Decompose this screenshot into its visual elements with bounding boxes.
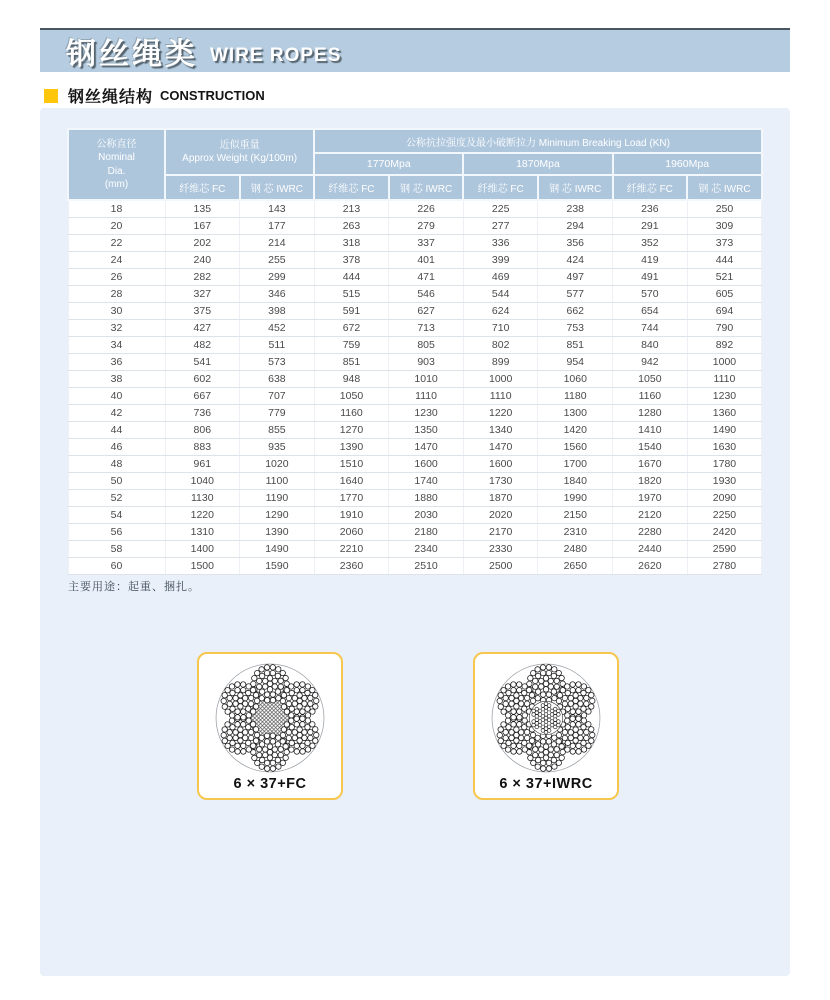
table-row [68, 235, 762, 252]
table-cell: 1040 [165, 473, 240, 490]
table-cell: 2360 [314, 558, 389, 575]
table-cell: 544 [463, 286, 538, 303]
core-header-fc: 纤维芯 FC [314, 175, 389, 200]
table-cell: 1110 [463, 388, 538, 405]
table-cell: 1640 [314, 473, 389, 490]
table-row [68, 473, 762, 490]
table-cell: 2480 [538, 541, 613, 558]
header-line: Dia. [107, 165, 126, 177]
table-cell: 2060 [314, 524, 389, 541]
header-line: 近似重量 [219, 139, 260, 151]
table-cell: 399 [463, 252, 538, 269]
table-cell: 1410 [613, 422, 688, 439]
table-cell: 427 [165, 320, 240, 337]
table-row [68, 218, 762, 235]
table-cell: 250 [687, 200, 762, 218]
table-cell: 1700 [538, 456, 613, 473]
table-cell: 790 [687, 320, 762, 337]
table-cell: 802 [463, 337, 538, 354]
table-cell: 2210 [314, 541, 389, 558]
table-cell: 1600 [389, 456, 464, 473]
table-cell: 1540 [613, 439, 688, 456]
page-title-banner [40, 28, 790, 72]
cell-nominal-dia: 24 [68, 252, 165, 269]
table-cell: 346 [240, 286, 315, 303]
cell-nominal-dia: 46 [68, 439, 165, 456]
table-cell: 1490 [240, 541, 315, 558]
table-cell: 654 [613, 303, 688, 320]
table-cell: 327 [165, 286, 240, 303]
table-cell: 1930 [687, 473, 762, 490]
table-cell: 521 [687, 269, 762, 286]
page-title-chinese: 钢丝绳类 [66, 38, 198, 71]
table-cell: 282 [165, 269, 240, 286]
table-row [68, 252, 762, 269]
table-cell: 2500 [463, 558, 538, 575]
table-cell: 1390 [240, 524, 315, 541]
table-cell: 1310 [165, 524, 240, 541]
core-header-iwrc: 钢 芯 IWRC [538, 175, 613, 200]
table-cell: 961 [165, 456, 240, 473]
table-cell: 263 [314, 218, 389, 235]
table-cell: 1840 [538, 473, 613, 490]
table-cell: 238 [538, 200, 613, 218]
table-row [68, 269, 762, 286]
table-cell: 294 [538, 218, 613, 235]
table-cell: 759 [314, 337, 389, 354]
table-cell: 954 [538, 354, 613, 371]
table-row [68, 490, 762, 507]
table-cell: 375 [165, 303, 240, 320]
table-cell: 1780 [687, 456, 762, 473]
yellow-square-bullet-icon [44, 89, 58, 103]
col-header-nominal-dia [68, 129, 165, 200]
table-cell: 638 [240, 371, 315, 388]
cell-nominal-dia: 26 [68, 269, 165, 286]
table-cell: 1180 [538, 388, 613, 405]
table-cell: 1360 [687, 405, 762, 422]
table-cell: 177 [240, 218, 315, 235]
table-cell: 373 [687, 235, 762, 252]
table-cell: 1020 [240, 456, 315, 473]
col-header-breaking-load: 公称抗拉强度及最小破断拉力 Minimum Breaking Load (KN) [314, 129, 762, 153]
table-cell: 2090 [687, 490, 762, 507]
diagram-card-6x37-iwrc [473, 652, 619, 800]
table-cell: 2590 [687, 541, 762, 558]
table-cell: 226 [389, 200, 464, 218]
table-cell: 291 [613, 218, 688, 235]
table-cell: 605 [687, 286, 762, 303]
table-cell: 167 [165, 218, 240, 235]
table-row [68, 354, 762, 371]
section-title-chinese: 钢丝绳结构 [68, 89, 154, 106]
table-cell: 1730 [463, 473, 538, 490]
table-cell: 1050 [613, 371, 688, 388]
table-cell: 672 [314, 320, 389, 337]
table-cell: 736 [165, 405, 240, 422]
core-header-fc: 纤维芯 FC [463, 175, 538, 200]
table-cell: 1110 [687, 371, 762, 388]
table-cell: 318 [314, 235, 389, 252]
table-cell: 1010 [389, 371, 464, 388]
content-panel [40, 108, 790, 976]
table-cell: 2180 [389, 524, 464, 541]
table-cell: 903 [389, 354, 464, 371]
diagram-card-6x37-fc [197, 652, 343, 800]
table-row [68, 337, 762, 354]
table-cell: 1500 [165, 558, 240, 575]
table-cell: 779 [240, 405, 315, 422]
table-cell: 546 [389, 286, 464, 303]
table-cell: 309 [687, 218, 762, 235]
cell-nominal-dia: 56 [68, 524, 165, 541]
section-title-english: CONSTRUCTION [160, 88, 265, 103]
core-header-fc: 纤维芯 FC [165, 175, 240, 200]
table-row [68, 541, 762, 558]
table-cell: 1190 [240, 490, 315, 507]
cell-nominal-dia: 18 [68, 200, 165, 218]
cell-nominal-dia: 32 [68, 320, 165, 337]
table-cell: 452 [240, 320, 315, 337]
table-cell: 352 [613, 235, 688, 252]
table-cell: 1560 [538, 439, 613, 456]
table-cell: 1110 [389, 388, 464, 405]
table-cell: 1630 [687, 439, 762, 456]
table-cell: 2120 [613, 507, 688, 524]
cell-nominal-dia: 38 [68, 371, 165, 388]
page-title-english: WIRE ROPES [210, 45, 342, 66]
table-cell: 1880 [389, 490, 464, 507]
table-cell: 2620 [613, 558, 688, 575]
table-cell: 1290 [240, 507, 315, 524]
table-cell: 143 [240, 200, 315, 218]
table-cell: 471 [389, 269, 464, 286]
table-cell: 2330 [463, 541, 538, 558]
table-cell: 541 [165, 354, 240, 371]
table-cell: 942 [613, 354, 688, 371]
table-cell: 1000 [687, 354, 762, 371]
table-cell: 1770 [314, 490, 389, 507]
cell-nominal-dia: 34 [68, 337, 165, 354]
table-cell: 855 [240, 422, 315, 439]
cell-nominal-dia: 54 [68, 507, 165, 524]
core-type-header-row [68, 175, 762, 200]
table-row [68, 303, 762, 320]
table-cell: 482 [165, 337, 240, 354]
table-cell: 1470 [389, 439, 464, 456]
table-cell: 591 [314, 303, 389, 320]
table-cell: 883 [165, 439, 240, 456]
table-cell: 2250 [687, 507, 762, 524]
table-cell: 2420 [687, 524, 762, 541]
table-cell: 2310 [538, 524, 613, 541]
diagram-label-iwrc: 6 × 37+IWRC [499, 775, 593, 792]
table-cell: 602 [165, 371, 240, 388]
cell-nominal-dia: 48 [68, 456, 165, 473]
core-header-iwrc: 钢 芯 IWRC [687, 175, 762, 200]
col-header-approx-weight [165, 129, 314, 175]
table-cell: 213 [314, 200, 389, 218]
table-cell: 1820 [613, 473, 688, 490]
table-cell: 356 [538, 235, 613, 252]
table-row [68, 371, 762, 388]
table-row [68, 524, 762, 541]
table-cell: 851 [314, 354, 389, 371]
table-cell: 424 [538, 252, 613, 269]
diagram-label-fc: 6 × 37+FC [233, 775, 307, 792]
table-cell: 419 [613, 252, 688, 269]
table-cell: 277 [463, 218, 538, 235]
table-cell: 515 [314, 286, 389, 303]
table-cell: 713 [389, 320, 464, 337]
table-cell: 1230 [687, 388, 762, 405]
table-cell: 899 [463, 354, 538, 371]
table-row [68, 405, 762, 422]
cell-nominal-dia: 28 [68, 286, 165, 303]
table-cell: 1670 [613, 456, 688, 473]
core-header-iwrc: 钢 芯 IWRC [240, 175, 315, 200]
grade-header-1870mpa: 1870Mpa [463, 153, 612, 175]
table-cell: 1420 [538, 422, 613, 439]
section-heading [44, 84, 265, 107]
cell-nominal-dia: 22 [68, 235, 165, 252]
table-cell: 1990 [538, 490, 613, 507]
table-cell: 378 [314, 252, 389, 269]
table-cell: 1280 [613, 405, 688, 422]
table-row [68, 320, 762, 337]
table-cell: 2440 [613, 541, 688, 558]
table-cell: 935 [240, 439, 315, 456]
table-cell: 1510 [314, 456, 389, 473]
table-cell: 337 [389, 235, 464, 252]
core-header-iwrc: 钢 芯 IWRC [389, 175, 464, 200]
table-row [68, 439, 762, 456]
table-cell: 744 [613, 320, 688, 337]
table-cell: 1100 [240, 473, 315, 490]
table-cell: 225 [463, 200, 538, 218]
table-row [68, 286, 762, 303]
header-line: Nominal [98, 152, 135, 163]
construction-spec-table [67, 128, 763, 575]
table-cell: 469 [463, 269, 538, 286]
cell-nominal-dia: 50 [68, 473, 165, 490]
table-cell: 1000 [463, 371, 538, 388]
spec-table-body [68, 200, 762, 575]
table-cell: 570 [613, 286, 688, 303]
table-cell: 1060 [538, 371, 613, 388]
cell-nominal-dia: 36 [68, 354, 165, 371]
table-row [68, 422, 762, 439]
table-cell: 491 [613, 269, 688, 286]
table-cell: 2020 [463, 507, 538, 524]
table-cell: 1230 [389, 405, 464, 422]
table-cell: 1390 [314, 439, 389, 456]
table-cell: 1130 [165, 490, 240, 507]
cell-nominal-dia: 52 [68, 490, 165, 507]
table-cell: 1400 [165, 541, 240, 558]
grade-header-1770mpa: 1770Mpa [314, 153, 463, 175]
table-cell: 1270 [314, 422, 389, 439]
table-cell: 255 [240, 252, 315, 269]
table-cell: 624 [463, 303, 538, 320]
table-cell: 135 [165, 200, 240, 218]
table-cell: 2280 [613, 524, 688, 541]
table-cell: 2030 [389, 507, 464, 524]
table-cell: 444 [314, 269, 389, 286]
wire-rope-cross-section-iwrc-icon [489, 661, 603, 775]
table-cell: 707 [240, 388, 315, 405]
table-cell: 1300 [538, 405, 613, 422]
table-cell: 444 [687, 252, 762, 269]
table-cell: 336 [463, 235, 538, 252]
table-cell: 2650 [538, 558, 613, 575]
table-cell: 667 [165, 388, 240, 405]
table-cell: 662 [538, 303, 613, 320]
cell-nominal-dia: 58 [68, 541, 165, 558]
table-cell: 2780 [687, 558, 762, 575]
table-cell: 627 [389, 303, 464, 320]
cell-nominal-dia: 20 [68, 218, 165, 235]
table-cell: 805 [389, 337, 464, 354]
table-cell: 1600 [463, 456, 538, 473]
table-cell: 2510 [389, 558, 464, 575]
wire-rope-cross-section-fc-icon [213, 661, 327, 775]
table-cell: 840 [613, 337, 688, 354]
cell-nominal-dia: 42 [68, 405, 165, 422]
cell-nominal-dia: 60 [68, 558, 165, 575]
table-cell: 1490 [687, 422, 762, 439]
usage-note: 主要用途：起重、捆扎。 [68, 581, 200, 593]
table-cell: 202 [165, 235, 240, 252]
table-cell: 753 [538, 320, 613, 337]
table-cell: 1590 [240, 558, 315, 575]
table-cell: 1220 [463, 405, 538, 422]
table-cell: 1160 [613, 388, 688, 405]
table-cell: 806 [165, 422, 240, 439]
table-cell: 1970 [613, 490, 688, 507]
table-cell: 1870 [463, 490, 538, 507]
table-cell: 240 [165, 252, 240, 269]
table-cell: 299 [240, 269, 315, 286]
table-cell: 1160 [314, 405, 389, 422]
table-cell: 1740 [389, 473, 464, 490]
header-line: 公称直径 [96, 138, 137, 150]
table-cell: 1910 [314, 507, 389, 524]
table-cell: 577 [538, 286, 613, 303]
table-cell: 214 [240, 235, 315, 252]
table-row [68, 200, 762, 218]
table-cell: 1220 [165, 507, 240, 524]
grade-header-1960mpa: 1960Mpa [613, 153, 762, 175]
table-cell: 511 [240, 337, 315, 354]
table-row [68, 456, 762, 473]
table-cell: 279 [389, 218, 464, 235]
table-cell: 1050 [314, 388, 389, 405]
header-line: (mm) [104, 179, 129, 190]
cell-nominal-dia: 40 [68, 388, 165, 405]
table-row [68, 507, 762, 524]
table-cell: 1340 [463, 422, 538, 439]
table-row [68, 558, 762, 575]
table-cell: 710 [463, 320, 538, 337]
table-cell: 236 [613, 200, 688, 218]
table-cell: 2150 [538, 507, 613, 524]
table-cell: 892 [687, 337, 762, 354]
table-row [68, 388, 762, 405]
cell-nominal-dia: 30 [68, 303, 165, 320]
table-cell: 398 [240, 303, 315, 320]
cell-nominal-dia: 44 [68, 422, 165, 439]
table-cell: 497 [538, 269, 613, 286]
table-cell: 948 [314, 371, 389, 388]
table-cell: 1470 [463, 439, 538, 456]
table-cell: 573 [240, 354, 315, 371]
table-cell: 851 [538, 337, 613, 354]
table-cell: 2170 [463, 524, 538, 541]
core-header-fc: 纤维芯 FC [613, 175, 688, 200]
table-cell: 401 [389, 252, 464, 269]
header-line: Approx Weight (Kg/100m) [182, 153, 298, 164]
table-cell: 1350 [389, 422, 464, 439]
table-cell: 694 [687, 303, 762, 320]
table-cell: 2340 [389, 541, 464, 558]
